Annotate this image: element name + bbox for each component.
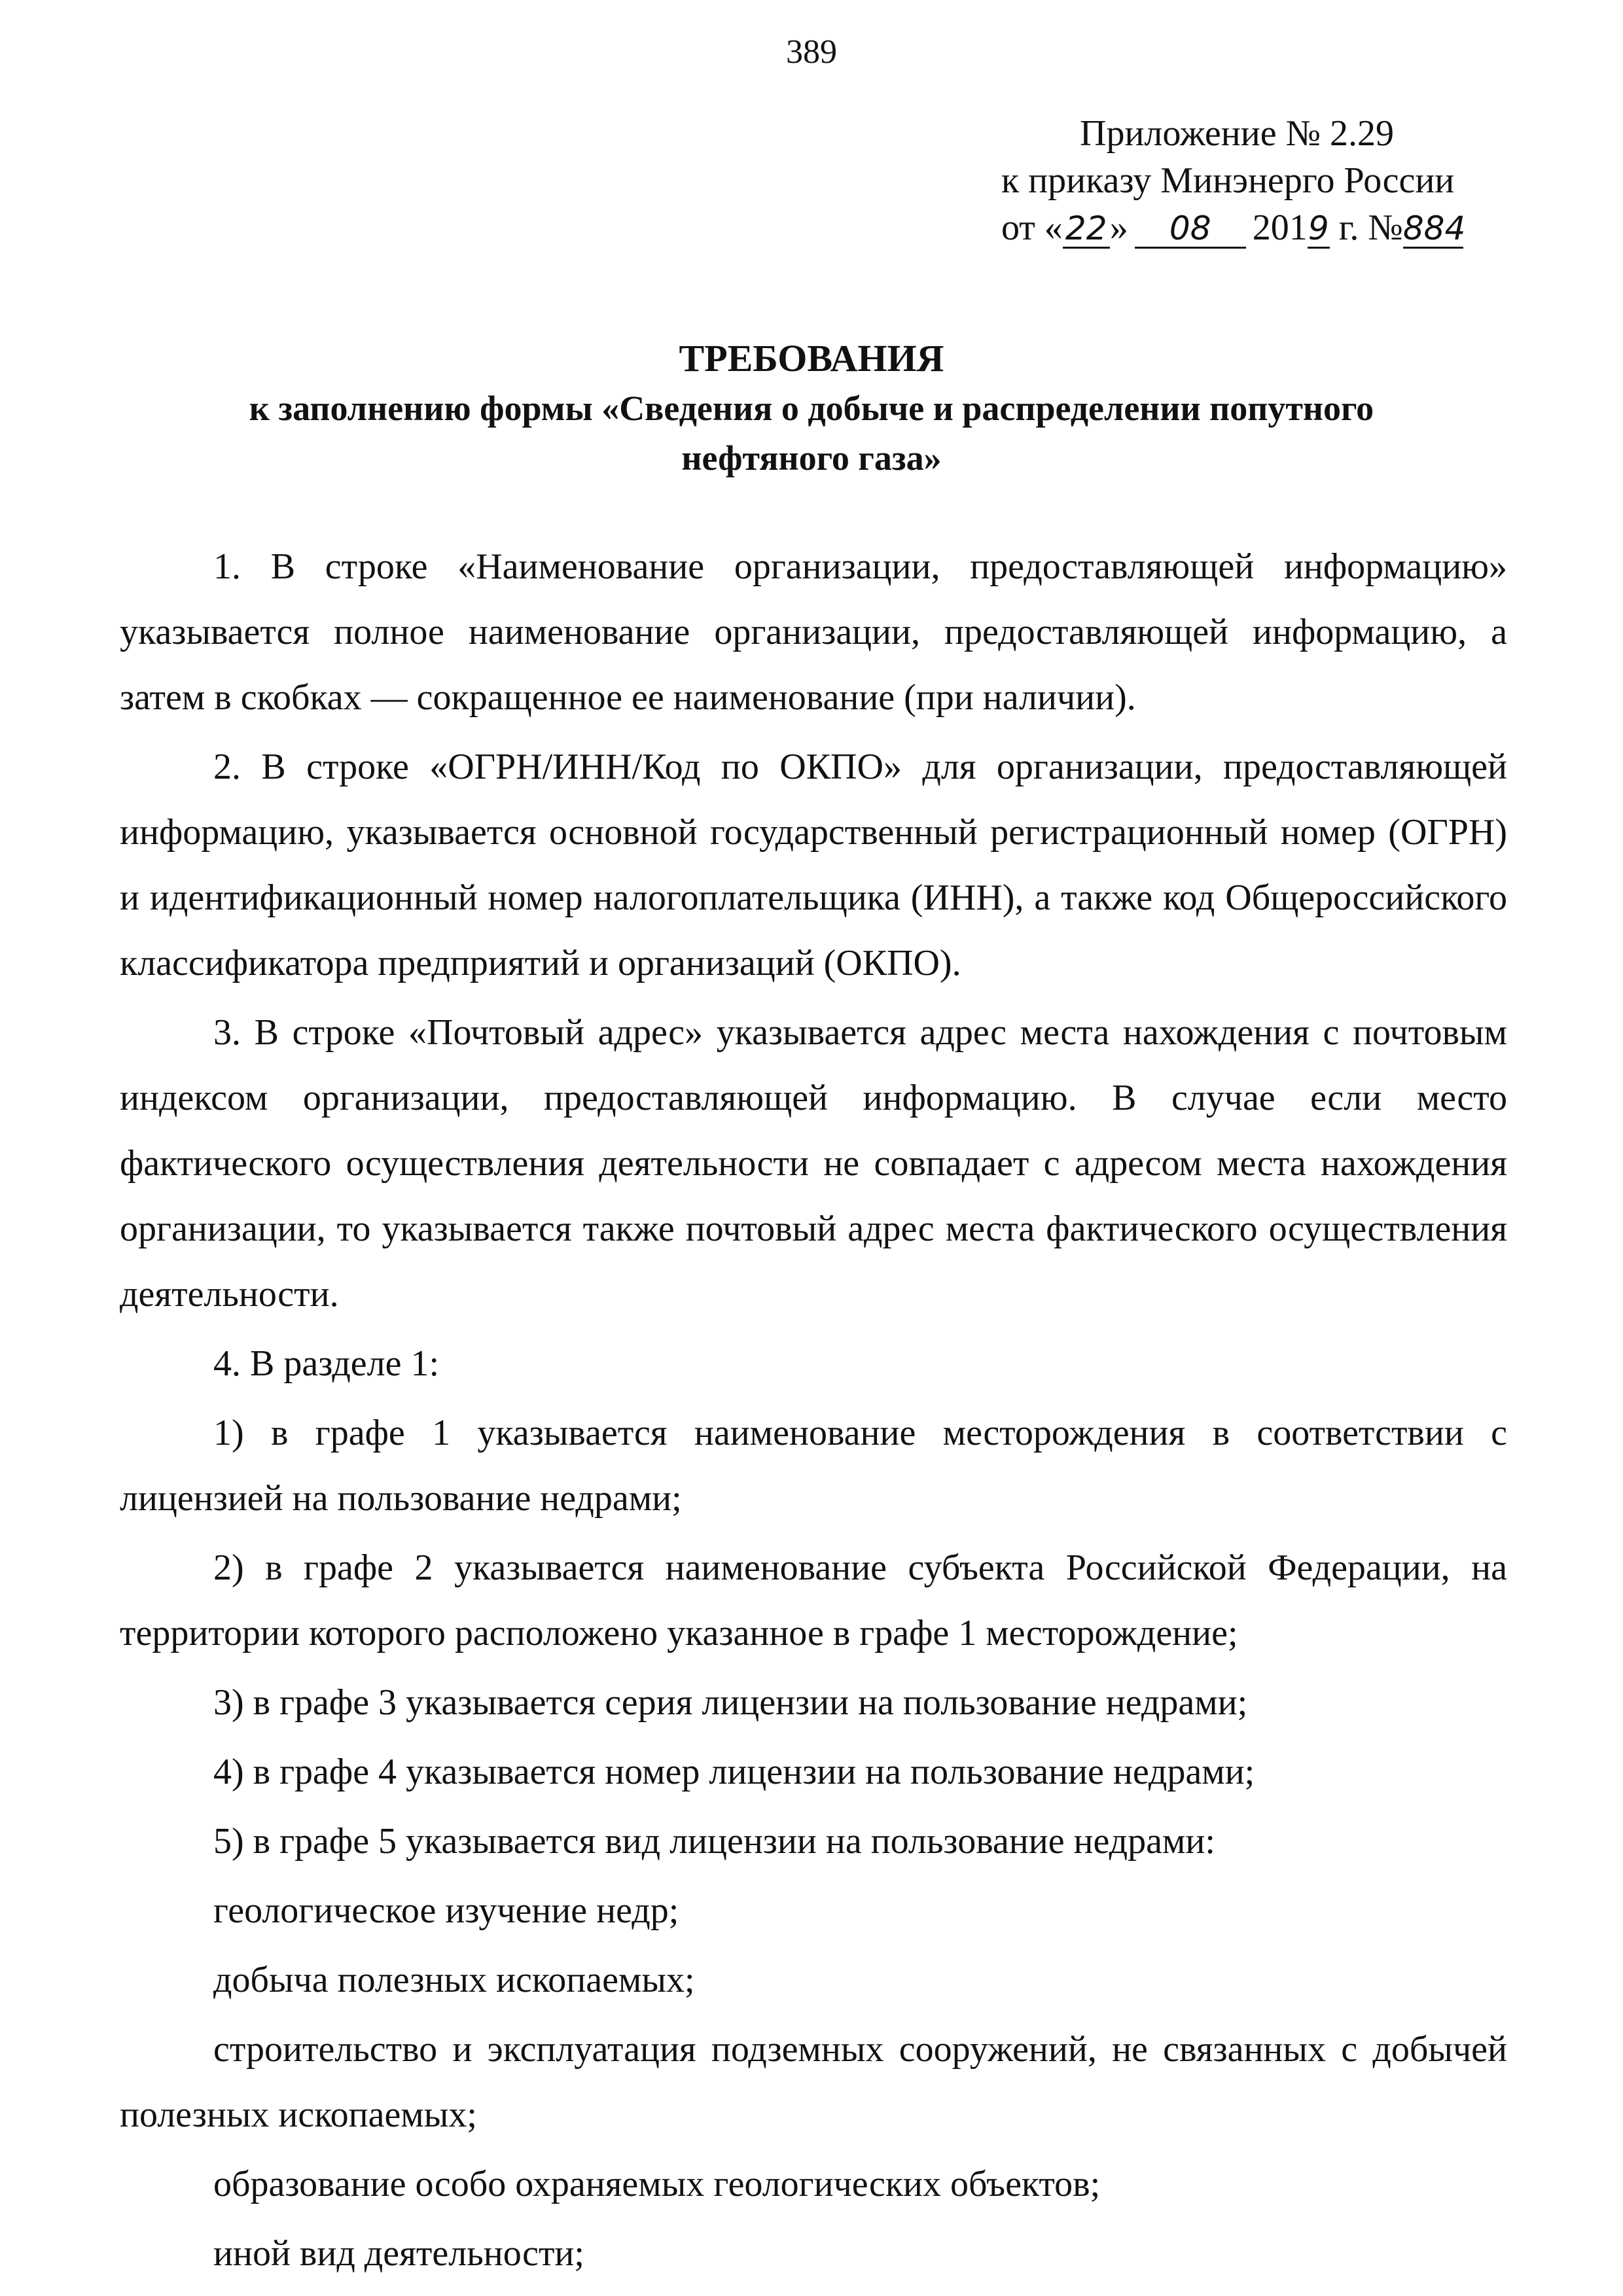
document-title-block bbox=[105, 334, 1518, 483]
paragraph-2: 2. В строке «ОГРН/ИНН/Код по ОКПО» для организации, предоставляющей информацию, указывается основной государственный регистрационный номер (ОГРН) и идентификационный номер налогоплательщика (ИНН), а также код Общероссийского классификатора предприятий и организаций (ОКПО). bbox=[120, 747, 1507, 983]
page-number: 389 bbox=[786, 33, 837, 71]
list-item-3: 3) в графе 3 указывается серия лицензии на пользование недрами; bbox=[213, 1682, 1248, 1723]
paragraph-3: 3. В строке «Почтовый адрес» указывается адрес места нахождения с почтовым индексом организации, предоставляющей информацию. В случае если место фактического осуществления деятельности не совпадает с адресом места нахождения организации, то указывается также почтовый адрес места фактического осуществления деятельности. bbox=[120, 1012, 1507, 1315]
document-body bbox=[120, 534, 1507, 2286]
appendix-header bbox=[949, 110, 1538, 251]
list-item-4: 4) в графе 4 указывается номер лицензии на пользование недрами; bbox=[213, 1752, 1255, 1792]
appendix-date-line bbox=[949, 204, 1538, 251]
document-subtitle-line-2: нефтяного газа» bbox=[681, 438, 942, 478]
license-type-5: иной вид деятельности; bbox=[213, 2233, 584, 2274]
date-mid: » bbox=[1109, 207, 1128, 248]
handwritten-year-digit: 9 bbox=[1308, 209, 1329, 247]
license-type-2: добыча полезных ископаемых; bbox=[213, 1960, 695, 2000]
list-item-1: 1) в графе 1 указывается наименование месторождения в соответствии с лицензией на пользование недрами; bbox=[120, 1413, 1507, 1519]
document-title: ТРЕБОВАНИЯ bbox=[679, 337, 944, 380]
appendix-number: Приложение № 2.29 bbox=[1080, 113, 1394, 154]
list-item-5: 5) в графе 5 указывается вид лицензии на пользование недрами: bbox=[213, 1821, 1215, 1862]
document-subtitle-line-1: к заполнению формы «Сведения о добыче и распределении попутного bbox=[249, 389, 1374, 428]
handwritten-month: 08 bbox=[1135, 210, 1246, 249]
date-year-suffix: г. № bbox=[1329, 207, 1403, 248]
date-year-prefix: 201 bbox=[1252, 207, 1308, 248]
list-item-2: 2) в графе 2 указывается наименование субъекта Российской Федерации, на территории которого расположено указанное в графе 1 месторождение; bbox=[120, 1547, 1507, 1653]
license-type-1: геологическое изучение недр; bbox=[213, 1890, 679, 1931]
license-type-3: строительство и эксплуатация подземных сооружений, не связанных с добычей полезных ископаемых; bbox=[120, 2029, 1507, 2135]
handwritten-day: 22 bbox=[1063, 210, 1110, 249]
paragraph-4: 4. В разделе 1: bbox=[213, 1343, 440, 1384]
handwritten-order-number: 884 bbox=[1402, 209, 1466, 247]
paragraph-1: 1. В строке «Наименование организации, предоставляющей информацию» указывается полное наименование организации, предоставляющей информацию, а затем в скобках — сокращенное ее наименование (при наличии). bbox=[120, 546, 1507, 718]
license-type-4: образование особо охраняемых геологических объектов; bbox=[213, 2164, 1101, 2204]
appendix-order-ref: к приказу Минэнерго России bbox=[1001, 160, 1455, 201]
date-prefix: от « bbox=[1001, 207, 1063, 248]
